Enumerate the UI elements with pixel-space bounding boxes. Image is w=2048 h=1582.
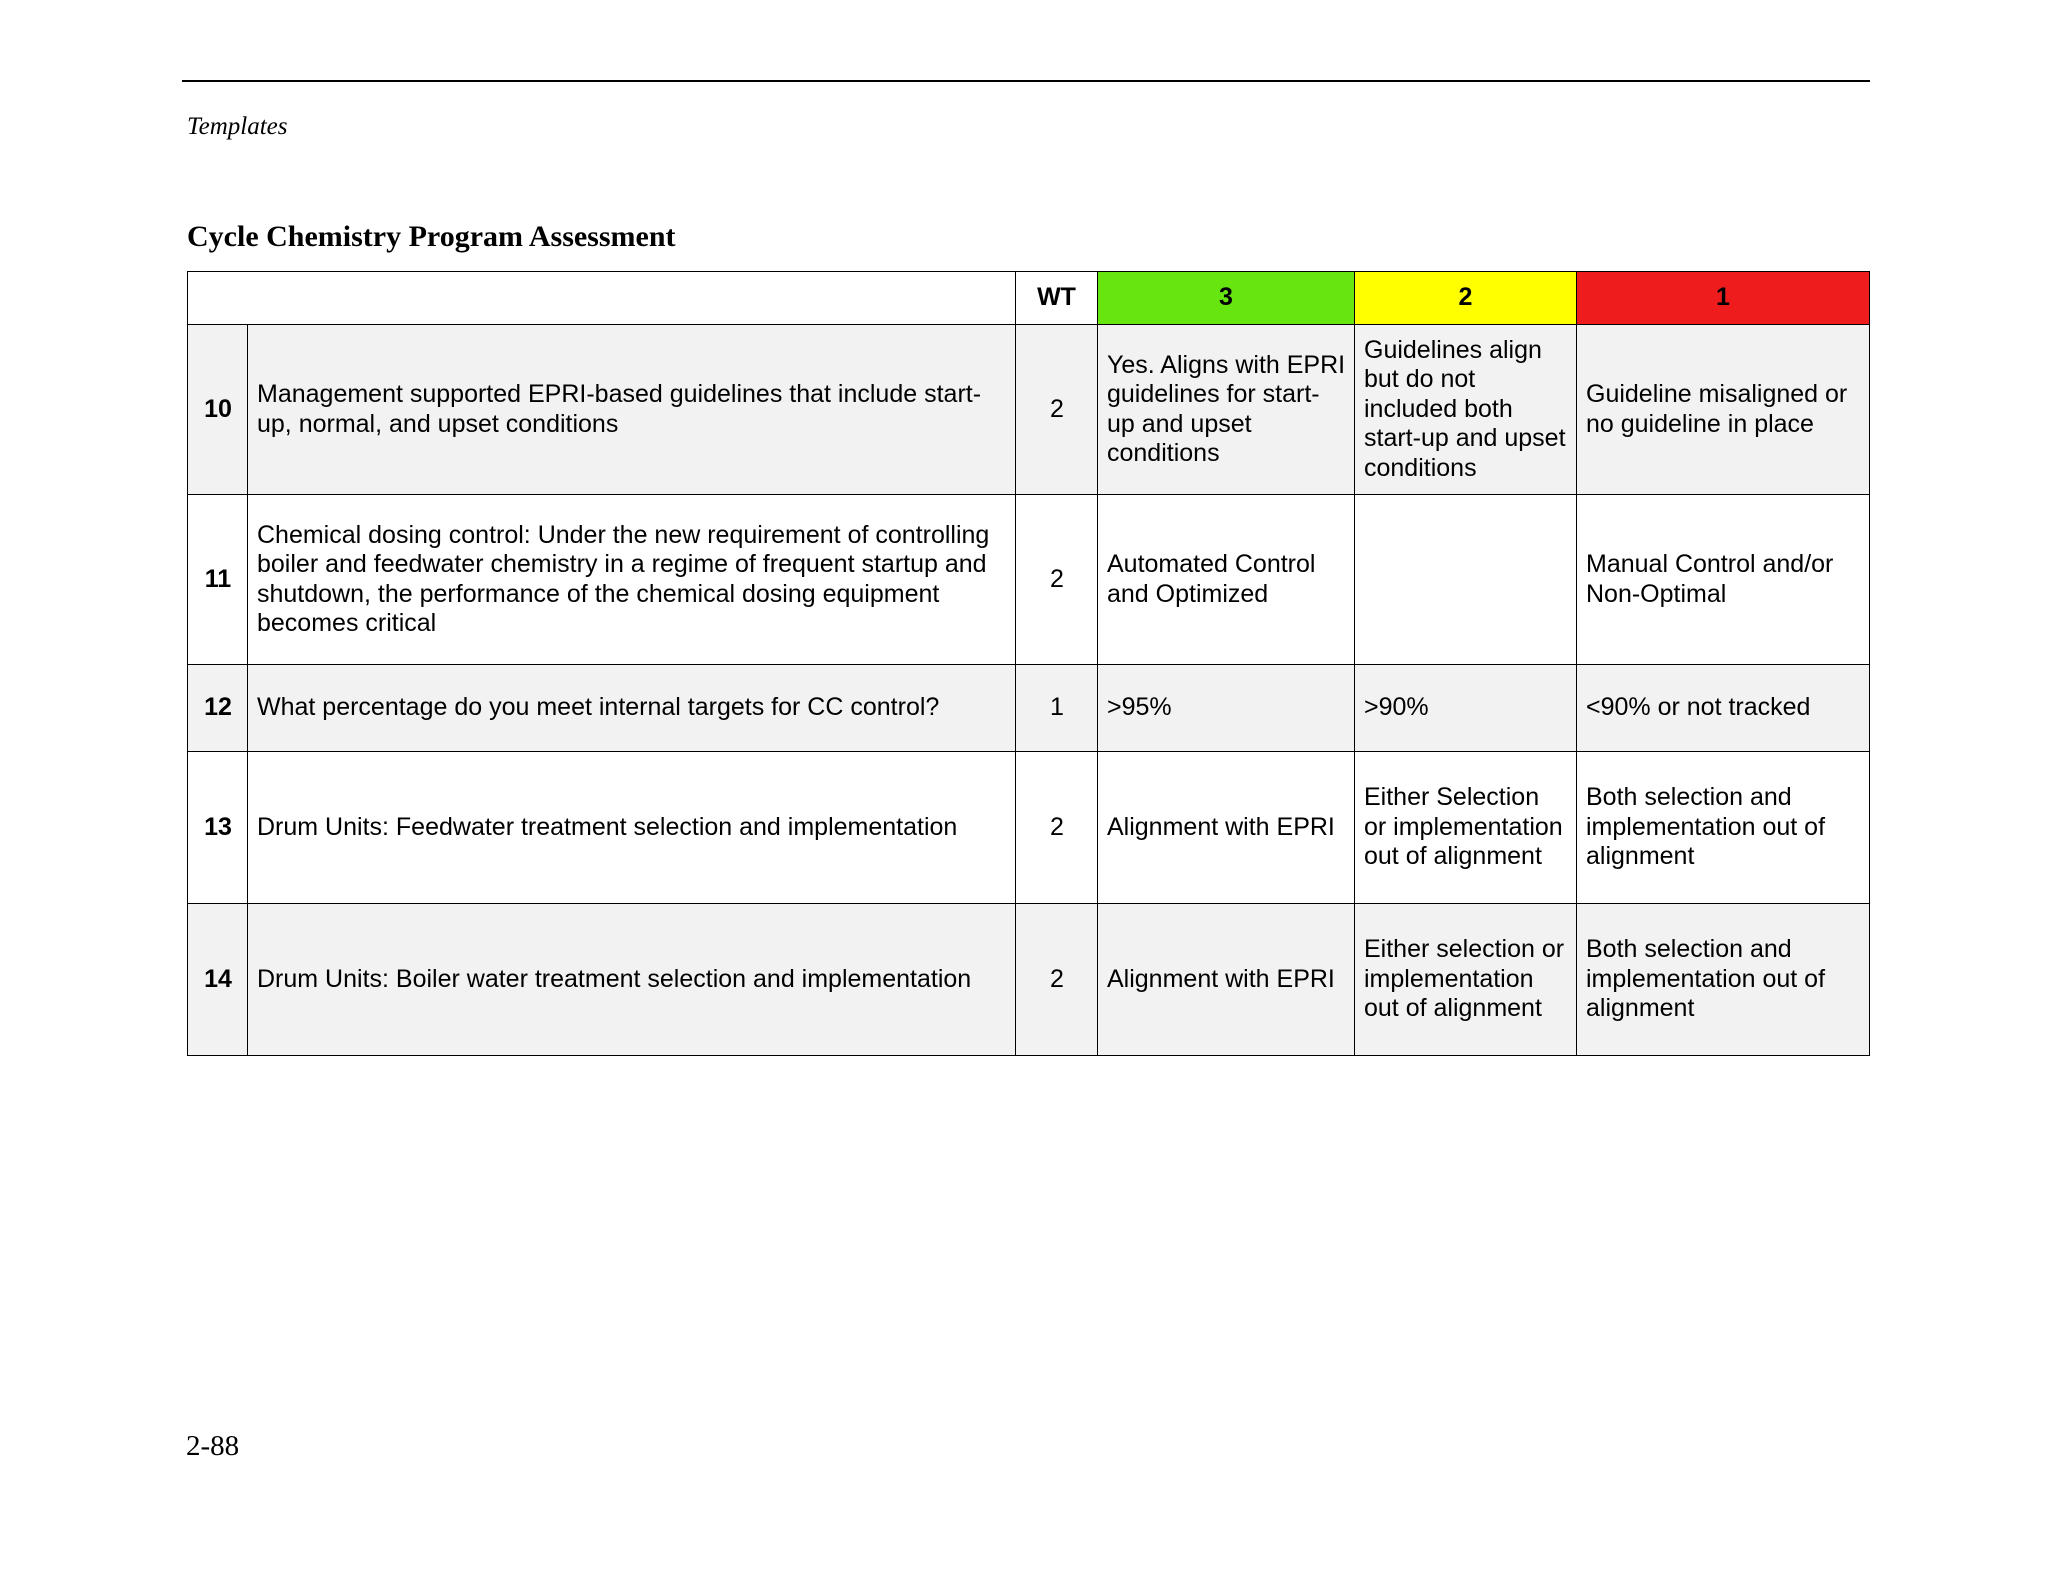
row-score-2: >90% — [1355, 665, 1577, 752]
row-score-3: Yes. Aligns with EPRI guidelines for start-up and upset conditions — [1098, 325, 1355, 495]
header-score-1: 1 — [1577, 272, 1870, 325]
row-question: Drum Units: Feedwater treatment selection and implementation — [248, 752, 1016, 904]
row-score-2 — [1355, 495, 1577, 665]
table-row — [188, 904, 1870, 1056]
table-row — [188, 752, 1870, 904]
table-header-row — [188, 272, 1870, 325]
row-score-1: <90% or not tracked — [1577, 665, 1870, 752]
row-number: 14 — [188, 904, 248, 1056]
row-weight: 2 — [1016, 904, 1098, 1056]
table-row — [188, 325, 1870, 495]
header-score-3: 3 — [1098, 272, 1355, 325]
row-question: Drum Units: Boiler water treatment selection and implementation — [248, 904, 1016, 1056]
table-row — [188, 495, 1870, 665]
row-weight: 2 — [1016, 325, 1098, 495]
row-score-2: Either selection or implementation out of alignment — [1355, 904, 1577, 1056]
row-score-3: Automated Control and Optimized — [1098, 495, 1355, 665]
row-weight: 1 — [1016, 665, 1098, 752]
row-number: 10 — [188, 325, 248, 495]
row-weight: 2 — [1016, 752, 1098, 904]
row-score-1: Guideline misaligned or no guideline in place — [1577, 325, 1870, 495]
section-title: Cycle Chemistry Program Assessment — [187, 220, 676, 253]
row-question: Management supported EPRI-based guidelines that include start-up, normal, and upset conditions — [248, 325, 1016, 495]
row-score-3: >95% — [1098, 665, 1355, 752]
row-score-1: Manual Control and/or Non-Optimal — [1577, 495, 1870, 665]
row-score-1: Both selection and implementation out of alignment — [1577, 752, 1870, 904]
row-score-3: Alignment with EPRI — [1098, 904, 1355, 1056]
page-number: 2-88 — [186, 1430, 240, 1462]
row-score-3: Alignment with EPRI — [1098, 752, 1355, 904]
assessment-table — [187, 271, 1870, 1056]
row-score-2: Either Selection or implementation out of alignment — [1355, 752, 1577, 904]
row-weight: 2 — [1016, 495, 1098, 665]
row-number: 13 — [188, 752, 248, 904]
running-head: Templates — [187, 113, 288, 140]
table-row — [188, 665, 1870, 752]
row-number: 12 — [188, 665, 248, 752]
row-question: Chemical dosing control: Under the new requirement of controlling boiler and feedwater chemistry in a regime of frequent startup and shutdown, the performance of the chemical dosing equipment becomes critical — [248, 495, 1016, 665]
row-question: What percentage do you meet internal targets for CC control? — [248, 665, 1016, 752]
header-rule — [182, 80, 1870, 82]
header-score-2: 2 — [1355, 272, 1577, 325]
row-score-1: Both selection and implementation out of alignment — [1577, 904, 1870, 1056]
row-number: 11 — [188, 495, 248, 665]
row-score-2: Guidelines align but do not included both start-up and upset conditions — [1355, 325, 1577, 495]
header-blank-cell — [188, 272, 1016, 325]
header-wt: WT — [1016, 272, 1098, 325]
